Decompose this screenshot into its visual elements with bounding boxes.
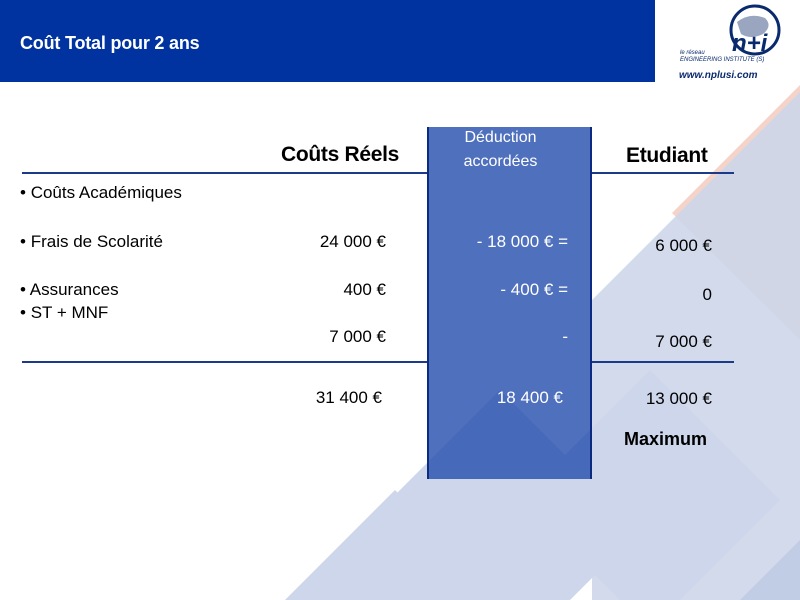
row-label-assurances: • Assurances	[20, 280, 119, 299]
value-etudiant-scolarite: 6 000 €	[655, 236, 712, 255]
col-header-deduction-line2: accordées	[463, 153, 538, 170]
value-reel-st-mnf: 7 000 €	[329, 327, 386, 346]
col-header-deduction-line1: Déduction	[464, 129, 537, 146]
row-label-academiques: • Coûts Académiques	[20, 183, 182, 202]
value-reel-scolarite: 24 000 €	[319, 232, 386, 251]
logo-tagline-2: ENGINEERING INSTITUTE (S)	[680, 57, 765, 63]
total-note-maximum: Maximum	[624, 429, 708, 449]
deduction-column-band	[427, 127, 592, 479]
value-etudiant-st-mnf: 7 000 €	[655, 332, 712, 351]
logo-mark: n+i	[732, 30, 768, 57]
value-etudiant-total: 13 000 €	[645, 389, 712, 408]
logo-tagline	[680, 50, 764, 64]
total-rule-left	[22, 361, 427, 363]
slide-title: Coût Total pour 2 ans	[20, 33, 200, 53]
value-deduction-st-mnf: -	[562, 327, 568, 346]
header-rule-right	[592, 172, 734, 174]
total-rule-right	[592, 361, 734, 363]
logo-tagline-1: le réseau	[680, 50, 705, 56]
slide-header	[0, 0, 655, 82]
value-deduction-scolarite: - 18 000 € =	[476, 232, 568, 251]
row-label-scolarite: • Frais de Scolarité	[20, 232, 163, 251]
col-header-deduction	[430, 126, 571, 174]
value-deduction-assurances: - 400 € =	[500, 280, 568, 299]
header-rule-left	[22, 172, 427, 174]
value-deduction-total: 18 400 €	[496, 388, 563, 407]
value-reel-total: 31 400 €	[315, 388, 382, 407]
value-etudiant-assurances: 0	[702, 285, 712, 304]
logo-url: www.nplusi.com	[679, 70, 758, 81]
col-header-etudiant: Etudiant	[626, 144, 708, 167]
col-header-couts-reels: Coûts Réels	[281, 143, 400, 166]
value-reel-assurances: 400 €	[343, 280, 386, 299]
row-label-st-mnf: • ST + MNF	[20, 303, 109, 322]
